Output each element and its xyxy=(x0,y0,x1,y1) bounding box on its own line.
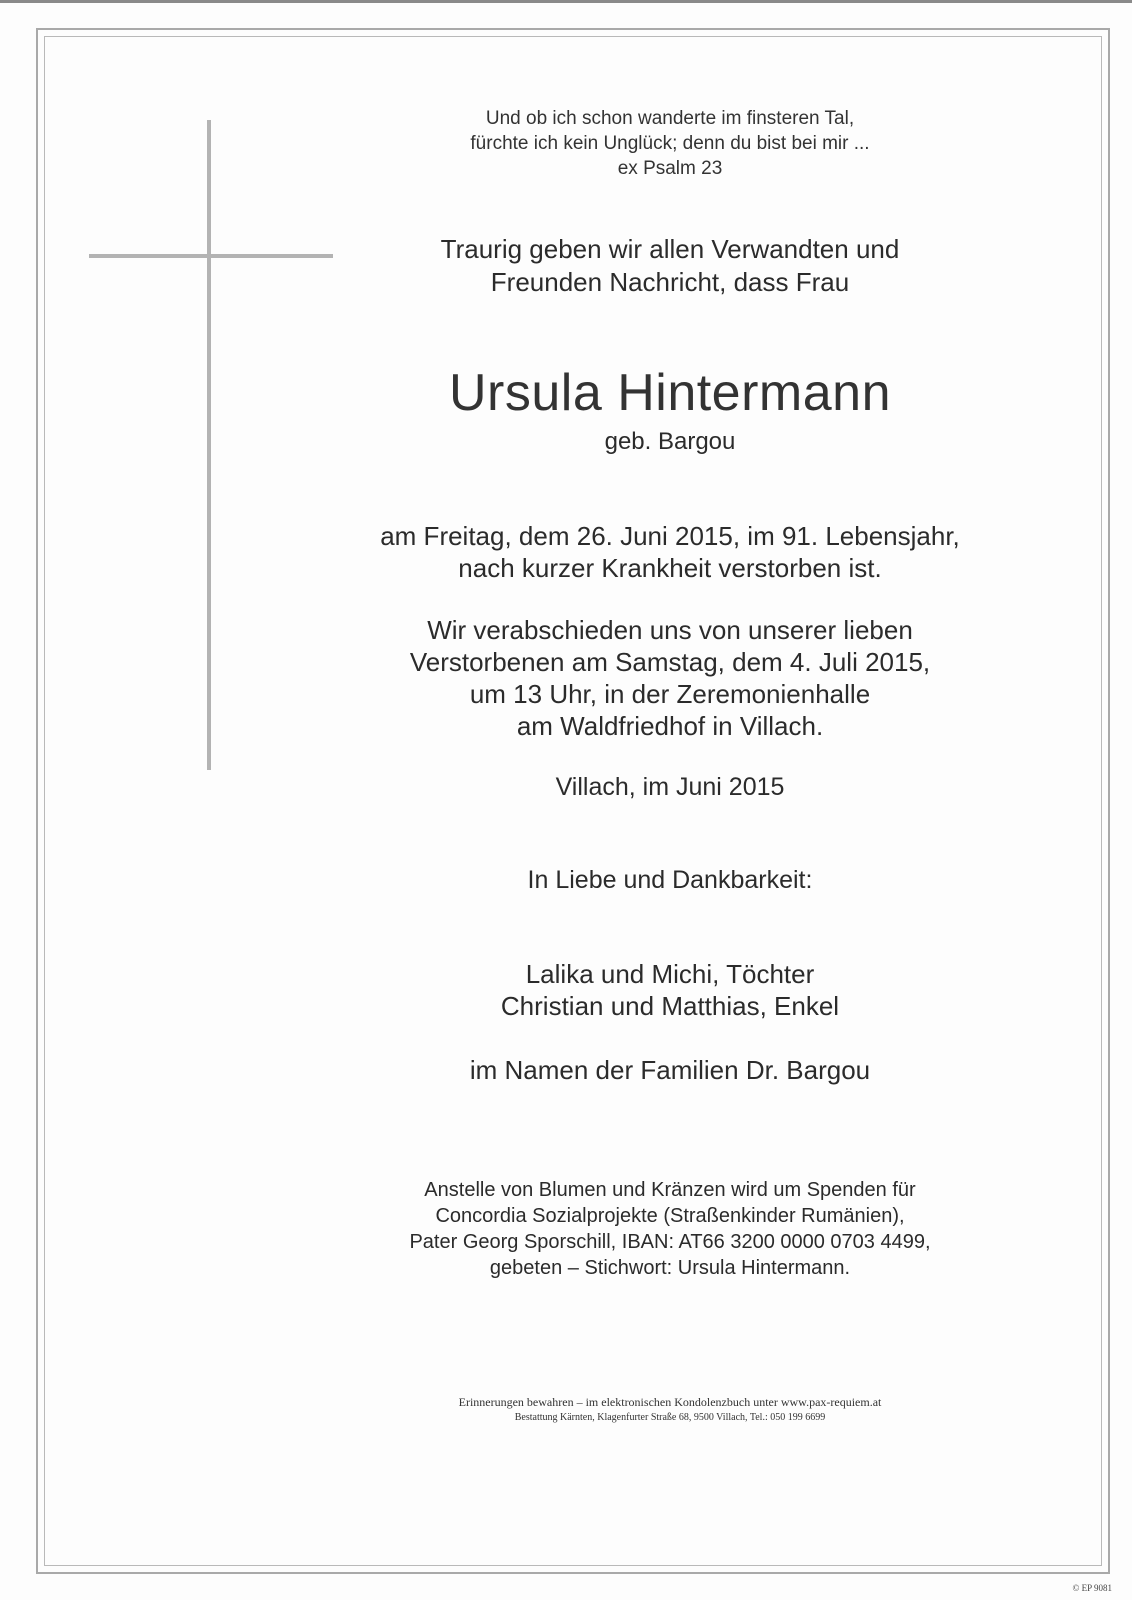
family-line-2: Christian und Matthias, Enkel xyxy=(500,991,840,1021)
donation-line-1: Anstelle von Blumen und Kränzen wird um Spenden für xyxy=(424,1179,916,1201)
footer-condolence: Erinnerungen bewahren – im elektronischen Kondolenzbuch unter www.pax-requiem.at xyxy=(458,1395,882,1409)
intro-line-1: Traurig geben wir allen Verwandten und xyxy=(440,234,900,264)
love-gratitude: In Liebe und Dankbarkeit: xyxy=(527,866,813,894)
intro-line-2: Freunden Nachricht, dass Frau xyxy=(490,267,850,297)
death-details xyxy=(355,520,985,584)
cross-icon-vertical xyxy=(207,120,211,770)
death-line-2: nach kurzer Krankheit verstorben ist. xyxy=(458,553,882,583)
psalm-line-2: fürchte ich kein Unglück; denn du bist bei mir ... xyxy=(470,133,870,154)
product-code: © EP 9081 xyxy=(1072,1583,1112,1593)
place-date: Villach, im Juni 2015 xyxy=(555,773,785,801)
on-behalf-of: im Namen der Familien Dr. Bargou xyxy=(469,1055,871,1085)
maiden-name: geb. Bargou xyxy=(604,428,736,455)
psalm-quote xyxy=(355,106,985,181)
footer-undertaker: Bestattung Kärnten, Klagenfurter Straße 68, 9500 Villach, Tel.: 050 199 6699 xyxy=(514,1412,826,1423)
farewell-details xyxy=(355,614,985,742)
farewell-line-2: Verstorbenen am Samstag, dem 4. Juli 2015, xyxy=(409,647,931,677)
deceased-name: Ursula Hintermann xyxy=(449,364,891,422)
cross-icon-horizontal xyxy=(89,254,333,258)
psalm-source: ex Psalm 23 xyxy=(617,158,723,179)
farewell-line-4: am Waldfriedhof in Villach. xyxy=(516,711,824,741)
donation-line-4: gebeten – Stichwort: Ursula Hintermann. xyxy=(489,1257,851,1279)
family-line-1: Lalika und Michi, Töchter xyxy=(525,959,815,989)
donation-line-2: Concordia Sozialprojekte (Straßenkinder Rumänien), xyxy=(435,1205,905,1227)
family-members xyxy=(355,958,985,1022)
scan-edge xyxy=(0,0,1132,3)
farewell-line-1: Wir verabschieden uns von unserer lieben xyxy=(427,615,913,645)
farewell-line-3: um 13 Uhr, in der Zeremonienhalle xyxy=(469,679,871,709)
death-line-1: am Freitag, dem 26. Juni 2015, im 91. Lebensjahr, xyxy=(380,521,960,551)
donation-line-3: Pater Georg Sporschill, IBAN: AT66 3200 0000 0703 4499, xyxy=(409,1231,931,1253)
announcement-intro xyxy=(355,233,985,299)
psalm-line-1: Und ob ich schon wanderte im finsteren Tal, xyxy=(485,108,855,129)
donation-request xyxy=(355,1177,985,1281)
